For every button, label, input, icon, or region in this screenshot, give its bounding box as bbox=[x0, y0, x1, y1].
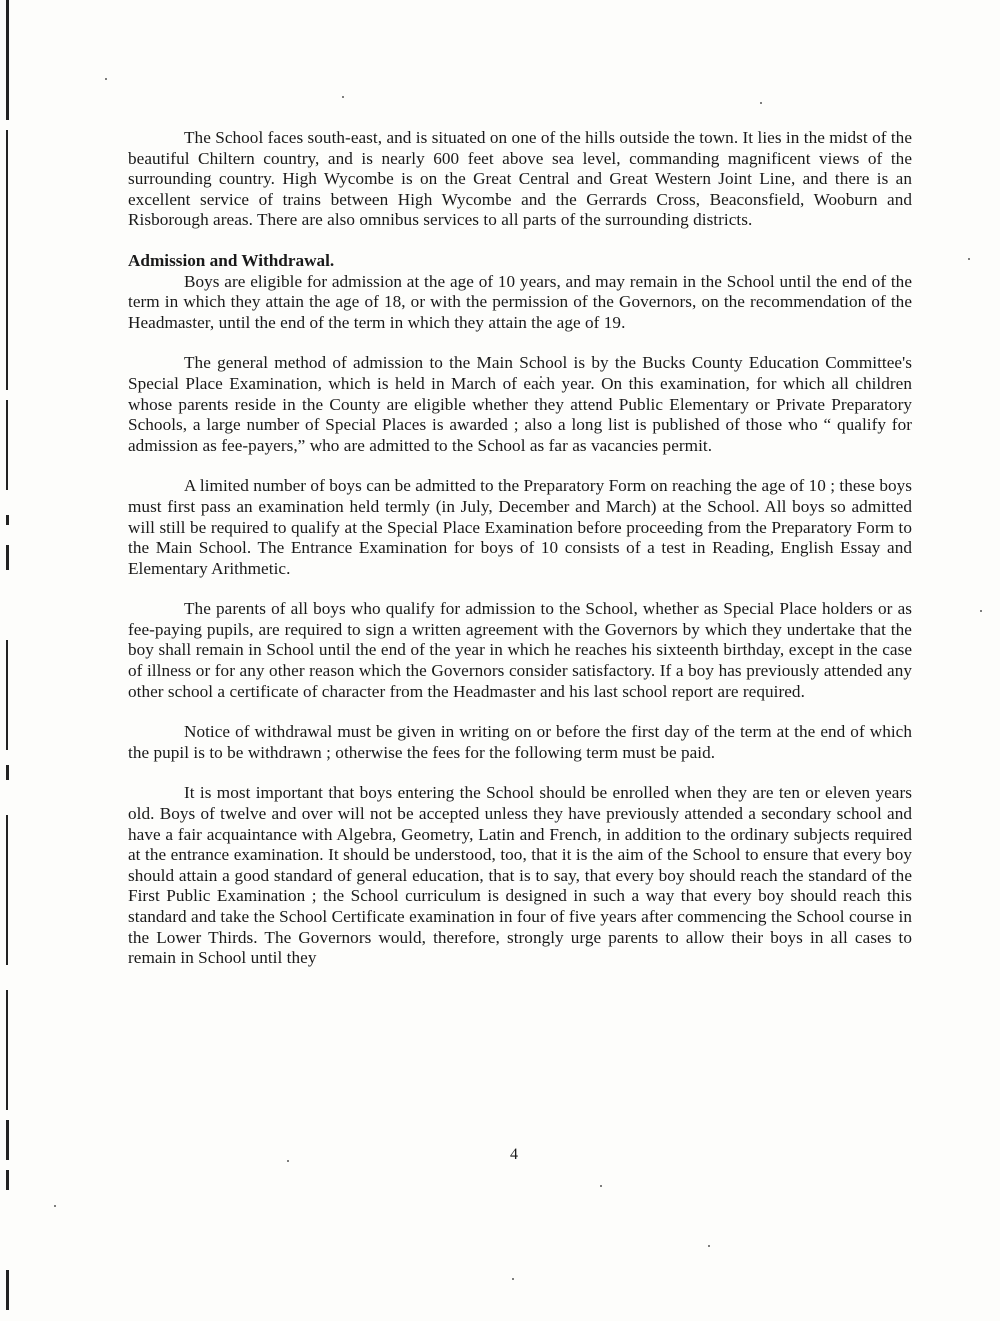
scan-speck bbox=[968, 258, 970, 260]
paragraph-parent-agreement: The parents of all boys who qualify for admission to the School, whether as Special Place holders or as fee-paying pupils, are required to sign a written agreement with the Governors by which they undertake that the boy shall remain in School until the end of the year in which he reaches his sixteenth birthday, except in the case of illness or for any other reason which the Governors consider satisfactory. If a boy has previously attended any other school a certificate of character from the Headmaster and his last school report are required. bbox=[128, 599, 912, 701]
scan-speck bbox=[600, 1185, 602, 1187]
scan-edge-artifact bbox=[6, 400, 8, 490]
scan-edge-artifact bbox=[6, 515, 9, 525]
scan-speck bbox=[342, 96, 344, 98]
scan-edge-artifact bbox=[6, 765, 9, 780]
scan-speck bbox=[760, 102, 762, 104]
paragraph-preparatory-form: A limited number of boys can be admitted to the Preparatory Form on reaching the age of 10 ; these boys must first pass an examination held termly (in July, December and March) at the School. All boys so admitted will still be required to qualify at the Special Place Examination before proceeding from the Preparatory Form to the Main School. The Entrance Examination for boys of 10 consists of a test in Reading, English Essay and Elementary Arithmetic. bbox=[128, 476, 912, 578]
section-heading-admission: Admission and Withdrawal. bbox=[128, 250, 335, 270]
paragraph-eligibility: Boys are eligible for admission at the age of 10 years, and may remain in the School until the end of the term in which they attain the age of 18, or with the permission of the Governors, on the recommendation of the Headmaster, until the end of the term in which they attain the age of 19. bbox=[128, 271, 912, 332]
paragraph-school-location: The School faces south-east, and is situated on one of the hills outside the town. It lies in the midst of the beautiful Chiltern country, and is nearly 600 feet above sea level, commanding magnificent views of the surrounding country. High Wycombe is on the Great Central and Great Western Joint Line, and there is an excellent service of trains between High Wycombe and the Gerrards Cross, Beaconsfield, Wooburn and Risborough areas. There are also omnibus services to all parts of the surrounding districts. bbox=[128, 128, 912, 230]
scan-edge-artifact bbox=[6, 815, 8, 965]
scan-edge-artifact bbox=[6, 130, 8, 390]
scan-edge-artifact bbox=[6, 1170, 9, 1190]
page-number: 4 bbox=[510, 1146, 518, 1163]
scan-speck bbox=[512, 1278, 514, 1280]
scan-speck bbox=[105, 78, 107, 80]
scan-speck bbox=[54, 1205, 56, 1207]
scan-edge-artifact bbox=[6, 545, 9, 570]
paragraph-admission-method: The general method of admission to the Main School is by the Bucks County Education Committee's Special Place Examination, which is held in March of each year. On this examination, for which all children whose parents reside in the County are eligible whether they attend Public Elementary or Private Preparatory Schools, a large number of Special Places is awarded ; also a long list is published of those who “ qualify for admission as fee-payers,” who are admitted to the School as far as vacancies permit. bbox=[128, 353, 912, 455]
scan-edge-artifact bbox=[6, 1270, 9, 1310]
scan-speck bbox=[980, 610, 982, 612]
document-body bbox=[128, 128, 912, 983]
scan-edge-artifact bbox=[6, 990, 8, 1110]
scan-edge-artifact bbox=[6, 640, 8, 750]
scan-edge-artifact bbox=[6, 0, 9, 120]
paragraph-enrolment-age: It is most important that boys entering the School should be enrolled when they are ten or eleven years old. Boys of twelve and over will not be accepted unless they have previously attended a secondary school and have a fair acquaintance with Algebra, Geometry, Latin and French, in addition to the ordinary subjects required at the entrance examination. It should be understood, too, that it is the aim of the School to ensure that every boy should attain a good standard of general education, that is to say, that every boy should reach the standard of the First Public Examination ; the School curriculum is designed in such a way that every boy should reach this standard and take the School Certificate examination in four of five years after commencing the School course in the Lower Thirds. The Governors would, therefore, strongly urge parents to allow their boys in all cases to remain in School until they bbox=[128, 783, 912, 968]
paragraph-withdrawal-notice: Notice of withdrawal must be given in writing on or before the first day of the term at the end of which the pupil is to be withdrawn ; otherwise the fees for the following term must be paid. bbox=[128, 722, 912, 762]
scan-speck bbox=[708, 1245, 710, 1247]
